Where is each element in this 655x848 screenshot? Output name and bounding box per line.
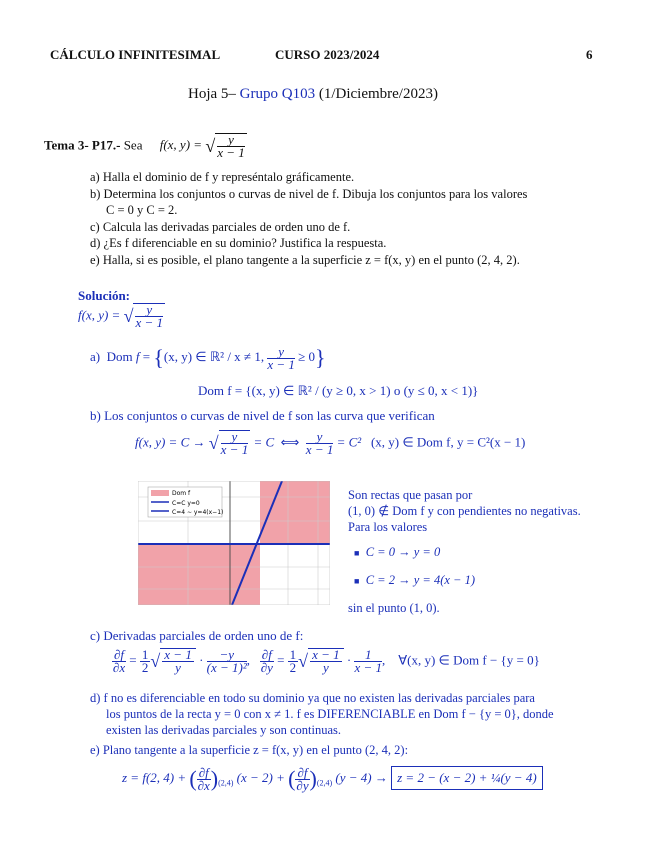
side-line-5: ■ C = 2 → y = 4(x − 1) xyxy=(354,573,476,587)
problem-item-e: e) Halla, si es posible, el plano tangente a la superficie z = f(x, y) en el punto (2, 4, 2). xyxy=(90,252,520,267)
side-line-2: (1, 0) ∉ Dom f y con pendientes no negativas. xyxy=(348,504,581,518)
problem-item-c: c) Calcula las derivadas parciales de orden uno de f. xyxy=(90,219,351,234)
c-domain-tail: ∀(x, y) ∈ Dom f − {y = 0} xyxy=(398,652,540,668)
solution-e-text: e) Plano tangente a la superficie z = f(x, y) en el punto (2, 4, 2): xyxy=(90,743,409,757)
solution-b-text: b) Los conjuntos o curvas de nivel de f son las curva que verifican xyxy=(90,408,435,423)
problem-item-b: b) Determina los conjuntos o curvas de nivel de f. Dibuja los conjuntos para los valores xyxy=(90,186,528,201)
side-line-6: sin el punto (1, 0). xyxy=(348,601,440,615)
problem-header: Tema 3- P17.- Sea f(x, y) = √ $\frac{y}{x - 1}$ xyxy=(44,132,245,160)
page-number: 6 xyxy=(586,47,593,62)
problem-item-a: a) Halla el dominio de f y represéntalo gráficamente. xyxy=(90,170,355,184)
graph-plot xyxy=(138,481,330,605)
d-line-3: existen las derivadas parciales y son continuas. xyxy=(106,723,341,737)
solution-c-text: c) Derivadas parciales de orden uno de f: xyxy=(90,628,304,643)
solution-e-eq: z = f(2, 4) + ( $\frac{\partial f}{\partial x}$ )$_{(2,4)}$ (x − 2) + ( $\frac{\partial f}{\partial y}$ )$_{(2,4)}$ (y − 4) → z = 2 − (x − 2) + ¼(y − 4) xyxy=(122,766,543,792)
d-line-2: los puntos de la recta y = 0 con x ≠ 1. f es DIFERENCIABLE en Dom f − {y = 0}, donde xyxy=(106,707,554,721)
b-eq-tail: (x, y) ∈ Dom f, y = C²(x − 1) xyxy=(370,434,526,450)
problem-item-d: d) ¿Es f diferenciable en su dominio? Justifica la respuesta. xyxy=(90,236,387,250)
tangent-plane-result: z = 2 − (x − 2) + ¼(y − 4) xyxy=(391,766,543,790)
legend-item-c2: C=4 ∼ y=4(x−1) xyxy=(172,509,224,516)
side-line-4: ■ C = 0 → y = 0 xyxy=(354,545,441,559)
solution-a-domain: a) Dom f = {(x, y) ∈ ℝ² / x ≠ 1, $\frac{y}{x - 1}$ ≥ 0} xyxy=(90,343,326,372)
sheet-title xyxy=(188,86,438,103)
solution-a-domain2: Dom f = {(x, y) ∈ ℝ² / (y ≥ 0, x > 1) o (y ≤ 0, x < 1)} xyxy=(198,383,479,398)
sheet-date: (1/Diciembre/2023) xyxy=(318,86,438,102)
side-text xyxy=(348,487,581,616)
solution-function: f(x, y) = √ $\frac{y}{x - 1}$ xyxy=(78,302,164,330)
problem-sea: Sea xyxy=(123,137,143,153)
legend-item-c0: C=C y=0 xyxy=(172,500,200,507)
problem-tag: Tema 3- P17.- xyxy=(44,137,121,153)
solution-c-eq: $\frac{\partial f}{\partial x}$ = $\frac{1}{2}$ √ $\frac{x - 1}{y}$ · $\frac{-y}{\text{(x − 1)²}}$ , $\frac{\partial f}{\partial y}$ = $\frac{1}{2}$ √ $\frac{x - 1}{y}$ · $\frac{1}{x - 1}$ , ∀(x, y) ∈ Dom f − {y = 0} xyxy=(112,647,540,675)
solution-d xyxy=(90,690,554,738)
problem-item-b-cont: C = 0 y C = 2. xyxy=(106,203,178,217)
d-line-1: d) f no es diferenciable en todo su dominio ya que no existen las derivadas parciales para xyxy=(90,691,535,705)
problem-list xyxy=(90,169,527,268)
course-name: CÁLCULO INFINITESIMAL xyxy=(50,47,221,62)
side-line-1: Son rectas que pasan por xyxy=(348,488,473,502)
solution-title: Solución: xyxy=(78,288,131,303)
group-link[interactable]: Grupo Q103 xyxy=(239,86,316,102)
side-line-3: Para los valores xyxy=(348,520,428,534)
course-year: CURSO 2023/2024 xyxy=(275,47,380,62)
sheet-prefix: Hoja 5– xyxy=(188,86,236,102)
solution-b-eq: f(x, y) = C → √ $\frac{y}{x - 1}$ = C ⟺ $\frac{y}{x - 1}$ = C² (x, y) ∈ Dom f, y = C²(x − 1) xyxy=(135,429,526,457)
legend-item-domain: Dom f xyxy=(172,490,191,497)
